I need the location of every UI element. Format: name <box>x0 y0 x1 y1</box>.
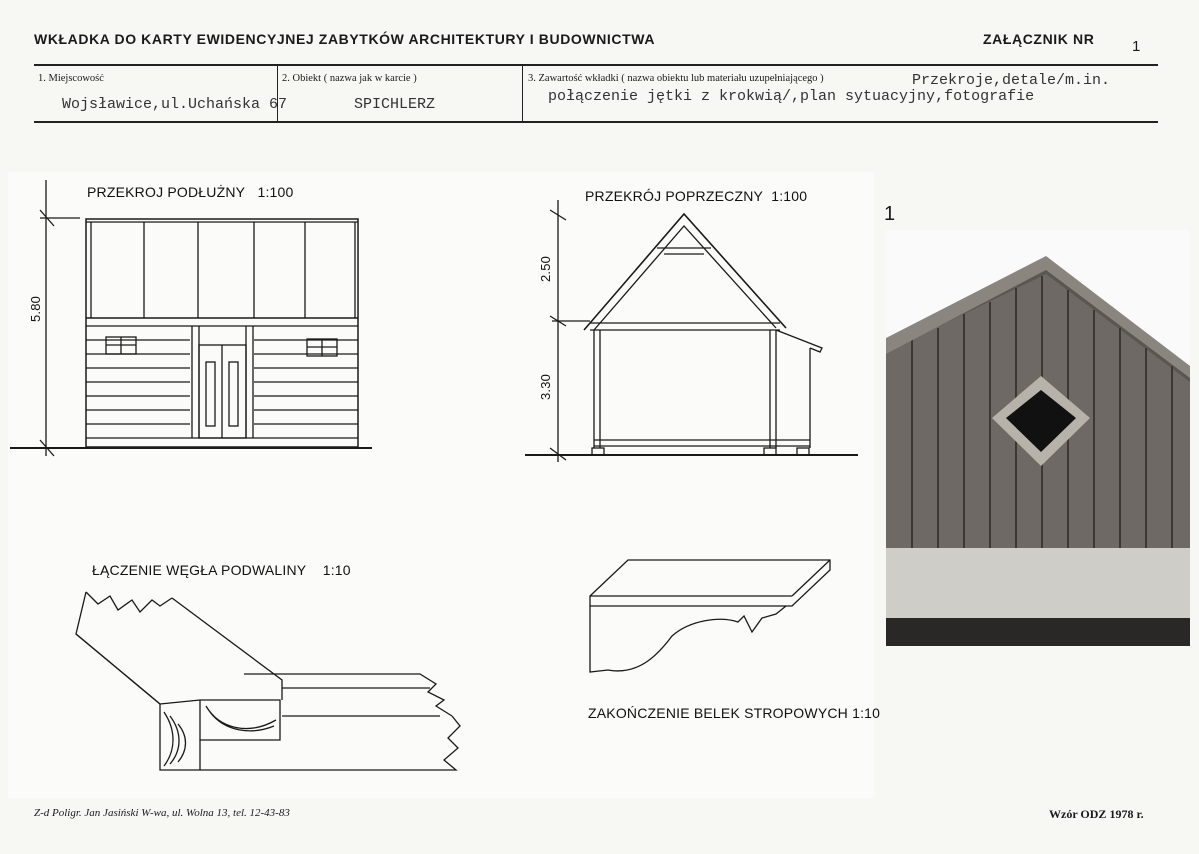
object-label: 2. Obiekt ( nazwa jak w karcie ) <box>282 73 417 84</box>
object-value: SPICHLERZ <box>354 96 436 113</box>
transverse-upper-dimension: 2.50 <box>538 255 553 282</box>
corner-joint-title: ŁĄCZENIE WĘGŁA PODWALINY 1:10 <box>92 562 351 578</box>
contents-value-line1: Przekroje,detale/m.in. <box>912 72 1111 89</box>
form-designation: Wzór ODZ 1978 r. <box>1049 807 1144 821</box>
transverse-section-drawing <box>525 200 858 462</box>
annex-label: ZAŁĄCZNIK NR <box>983 31 1095 47</box>
photo-number: 1 <box>884 203 896 225</box>
transverse-lower-dimension: 3.30 <box>538 373 553 400</box>
beam-end-drawing <box>590 560 830 672</box>
document-title: WKŁADKA DO KARTY EWIDENCYJNEJ ZABYTKÓW ARCHITEKTURY I BUDOWNICTWA <box>34 31 656 47</box>
beam-end-title: ZAKOŃCZENIE BELEK STROPOWYCH 1:10 <box>588 705 881 721</box>
locality-label: 1. Miejscowość <box>38 73 104 84</box>
contents-value-line2: połączenie jętki z krokwią/,plan sytuacyjny,fotografie <box>548 88 1035 105</box>
longitudinal-height-dimension: 5.80 <box>28 295 43 322</box>
locality-value: Wojsławice,ul.Uchańska 67 <box>62 96 288 113</box>
annex-number: 1 <box>1132 38 1141 55</box>
longitudinal-section-drawing <box>10 180 372 456</box>
printer-imprint: Z-d Poligr. Jan Jasiński W-wa, ul. Wolna 13, tel. 12-43-83 <box>34 807 290 819</box>
corner-joint-drawing <box>76 592 460 770</box>
longitudinal-title: PRZEKROJ PODŁUŻNY 1:100 <box>87 184 294 200</box>
contents-label: 3. Zawartość wkładki ( nazwa obiektu lub materiału uzupełniającego ) <box>528 73 824 84</box>
gable-photo <box>886 230 1190 646</box>
transverse-title: PRZEKRÓJ POPRZECZNY 1:100 <box>585 188 808 204</box>
